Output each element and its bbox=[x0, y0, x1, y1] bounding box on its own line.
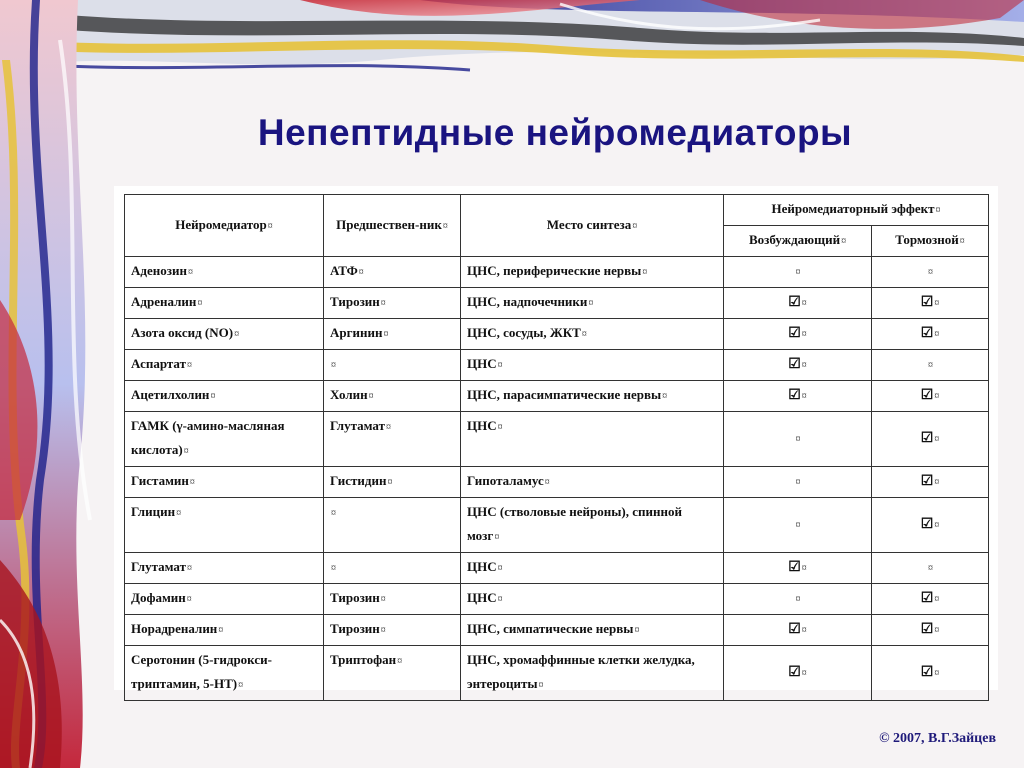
table-row bbox=[125, 467, 989, 498]
cell-mediator: Аденозин¤ bbox=[125, 257, 324, 288]
table-row bbox=[125, 319, 989, 350]
table-row bbox=[125, 553, 989, 584]
cell-precursor: Аргинин¤ bbox=[324, 319, 461, 350]
checkbox-checked-icon: ☑ bbox=[920, 431, 934, 446]
cell-site: ЦНС, хромаффинные клетки желудка, энтероциты¤ bbox=[461, 646, 724, 701]
table-row bbox=[125, 584, 989, 615]
cell-inhibitory: ☑¤ bbox=[872, 646, 989, 701]
table-body bbox=[125, 257, 989, 701]
cell-inhibitory: ☑¤ bbox=[872, 467, 989, 498]
cell-inhibitory: ☑¤ bbox=[872, 584, 989, 615]
cell-inhibitory: ¤ bbox=[872, 350, 989, 381]
cell-mediator: Глутамат¤ bbox=[125, 553, 324, 584]
table-row bbox=[125, 615, 989, 646]
cell-site: ЦНС¤ bbox=[461, 553, 724, 584]
cell-precursor: ¤ bbox=[324, 350, 461, 381]
cell-mediator: Глицин¤ bbox=[125, 498, 324, 553]
cell-excitatory: ¤ bbox=[724, 498, 872, 553]
checkbox-checked-icon: ☑ bbox=[788, 326, 801, 341]
cell-mediator: Азота оксид (NO)¤ bbox=[125, 319, 324, 350]
cell-excitatory: ☑¤ bbox=[724, 553, 872, 584]
table-row bbox=[125, 412, 989, 467]
cell-site: ЦНС¤ bbox=[461, 350, 724, 381]
cell-precursor: ¤ bbox=[324, 553, 461, 584]
cell-site: ЦНС, сосуды, ЖКТ¤ bbox=[461, 319, 724, 350]
checkbox-checked-icon: ☑ bbox=[920, 326, 934, 341]
cell-mediator: Аспартат¤ bbox=[125, 350, 324, 381]
header-precursor: Предшествен-ник¤ bbox=[324, 195, 461, 257]
cell-site: Гипоталамус¤ bbox=[461, 467, 724, 498]
table-header-row bbox=[125, 195, 989, 226]
cell-excitatory: ☑¤ bbox=[724, 615, 872, 646]
cell-inhibitory: ☑¤ bbox=[872, 615, 989, 646]
cell-excitatory: ☑¤ bbox=[724, 381, 872, 412]
cell-excitatory: ☑¤ bbox=[724, 350, 872, 381]
cell-precursor: Тирозин¤ bbox=[324, 288, 461, 319]
checkbox-checked-icon: ☑ bbox=[920, 517, 934, 532]
table-row bbox=[125, 288, 989, 319]
cell-inhibitory: ☑¤ bbox=[872, 381, 989, 412]
cell-mediator: Адреналин¤ bbox=[125, 288, 324, 319]
cell-site: ЦНС (стволовые нейроны), спинной мозг¤ bbox=[461, 498, 724, 553]
cell-excitatory: ¤ bbox=[724, 412, 872, 467]
cell-inhibitory: ¤ bbox=[872, 257, 989, 288]
cell-inhibitory: ¤ bbox=[872, 553, 989, 584]
checkbox-checked-icon: ☑ bbox=[920, 474, 934, 489]
neurotransmitter-table bbox=[124, 194, 989, 701]
header-excitatory: Возбуждающий¤ bbox=[724, 226, 872, 257]
cell-mediator: Серотонин (5-гидрокси-триптамин, 5-HT)¤ bbox=[125, 646, 324, 701]
header-site: Место синтеза¤ bbox=[461, 195, 724, 257]
cell-mediator: Дофамин¤ bbox=[125, 584, 324, 615]
checkbox-checked-icon: ☑ bbox=[920, 295, 934, 310]
cell-excitatory: ☑¤ bbox=[724, 319, 872, 350]
cell-inhibitory: ☑¤ bbox=[872, 498, 989, 553]
cell-excitatory: ☑¤ bbox=[724, 288, 872, 319]
header-effect: Нейромедиаторный эффект¤ bbox=[724, 195, 989, 226]
cell-excitatory: ☑¤ bbox=[724, 646, 872, 701]
cell-site: ЦНС¤ bbox=[461, 412, 724, 467]
cell-precursor: Глутамат¤ bbox=[324, 412, 461, 467]
cell-precursor: Триптофан¤ bbox=[324, 646, 461, 701]
cell-site: ЦНС, симпатические нервы¤ bbox=[461, 615, 724, 646]
checkbox-checked-icon: ☑ bbox=[920, 665, 934, 680]
checkbox-checked-icon: ☑ bbox=[788, 622, 801, 637]
cell-precursor: АТФ¤ bbox=[324, 257, 461, 288]
copyright: © 2007, В.Г.Зайцев bbox=[879, 731, 996, 746]
cell-precursor: ¤ bbox=[324, 498, 461, 553]
cell-inhibitory: ☑¤ bbox=[872, 412, 989, 467]
cell-mediator: Гистамин¤ bbox=[125, 467, 324, 498]
checkbox-checked-icon: ☑ bbox=[920, 388, 934, 403]
checkbox-checked-icon: ☑ bbox=[788, 388, 801, 403]
cell-precursor: Гистидин¤ bbox=[324, 467, 461, 498]
checkbox-checked-icon: ☑ bbox=[788, 665, 801, 680]
cell-mediator: Ацетилхолин¤ bbox=[125, 381, 324, 412]
cell-inhibitory: ☑¤ bbox=[872, 288, 989, 319]
cell-precursor: Тирозин¤ bbox=[324, 615, 461, 646]
cell-site: ЦНС, надпочечники¤ bbox=[461, 288, 724, 319]
slide-title: Непептидные нейромедиаторы bbox=[257, 112, 853, 153]
header-mediator: Нейромедиатор¤ bbox=[125, 195, 324, 257]
table-row bbox=[125, 646, 989, 701]
cell-excitatory: ¤ bbox=[724, 584, 872, 615]
cell-inhibitory: ☑¤ bbox=[872, 319, 989, 350]
cell-excitatory: ¤ bbox=[724, 257, 872, 288]
cell-site: ЦНС¤ bbox=[461, 584, 724, 615]
table-row bbox=[125, 498, 989, 553]
checkbox-checked-icon: ☑ bbox=[788, 560, 801, 575]
checkbox-checked-icon: ☑ bbox=[788, 295, 801, 310]
checkbox-checked-icon: ☑ bbox=[788, 357, 801, 372]
table-row bbox=[125, 257, 989, 288]
table-row bbox=[125, 350, 989, 381]
cell-precursor: Холин¤ bbox=[324, 381, 461, 412]
header-inhibitory: Тормозной¤ bbox=[872, 226, 989, 257]
cell-precursor: Тирозин¤ bbox=[324, 584, 461, 615]
checkbox-checked-icon: ☑ bbox=[920, 622, 934, 637]
cell-mediator: Норадреналин¤ bbox=[125, 615, 324, 646]
cell-excitatory: ¤ bbox=[724, 467, 872, 498]
cell-site: ЦНС, периферические нервы¤ bbox=[461, 257, 724, 288]
checkbox-checked-icon: ☑ bbox=[920, 591, 934, 606]
table-row bbox=[125, 381, 989, 412]
cell-mediator: ГАМК (γ-амино-масляная кислота)¤ bbox=[125, 412, 324, 467]
cell-site: ЦНС, парасимпатические нервы¤ bbox=[461, 381, 724, 412]
